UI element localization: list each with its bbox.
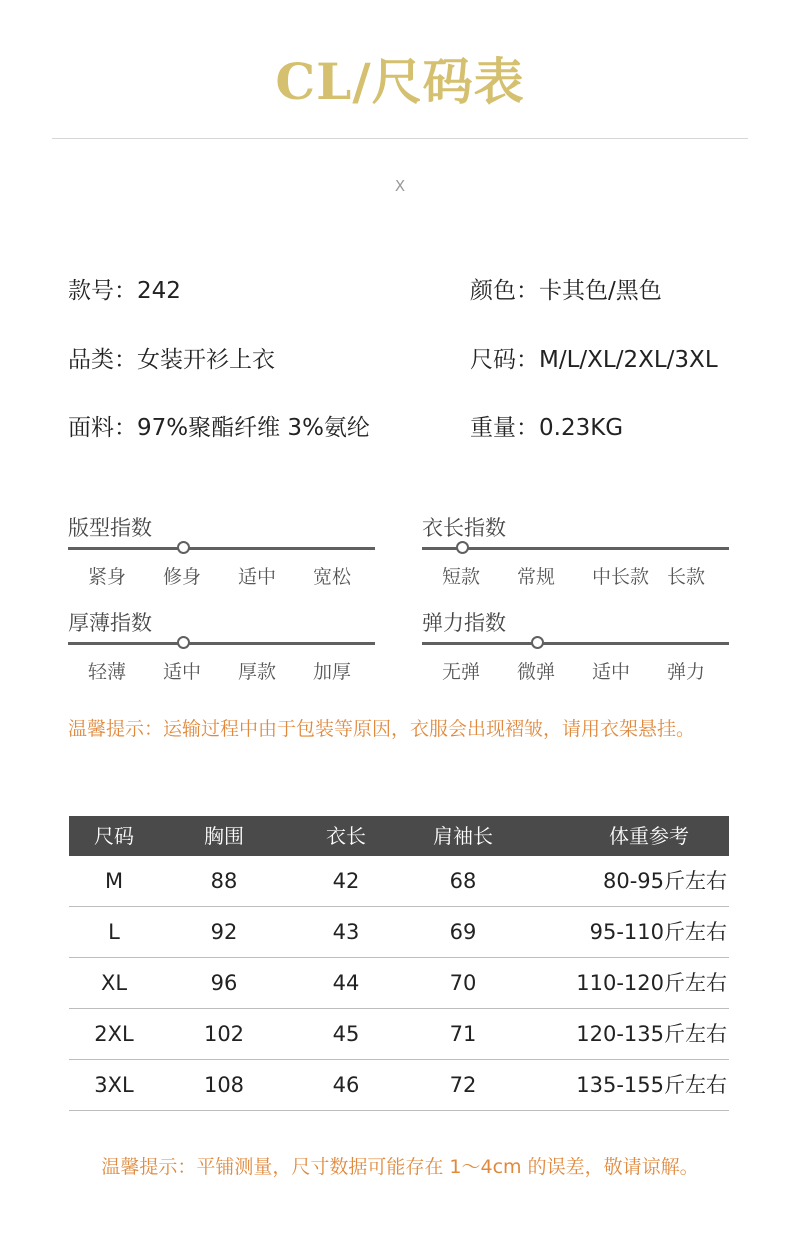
column-header-bust: 胸围 — [204, 824, 244, 848]
cell-bust: 88 — [210, 869, 238, 893]
cell-shoulder-sleeve: 71 — [449, 1022, 477, 1046]
cell-length: 43 — [332, 920, 360, 944]
elasticity-index-label: 弹力指数 — [422, 611, 506, 635]
scale-option: 常规 — [517, 566, 556, 588]
scale-track — [68, 547, 375, 550]
spec-style-no: 款号：242 — [68, 278, 181, 304]
table-row — [69, 1060, 729, 1111]
table-row — [69, 958, 729, 1009]
spec-color: 颜色：卡其色/黑色 — [470, 278, 662, 304]
cell-length: 46 — [332, 1073, 360, 1097]
scale-indicator — [456, 541, 469, 554]
scale-track — [422, 642, 729, 645]
scale-option: 长款 — [667, 566, 706, 588]
scale-option: 适中 — [592, 661, 631, 683]
scale-option: 轻薄 — [88, 661, 127, 683]
cell-shoulder-sleeve: 70 — [449, 971, 477, 995]
cell-weight: 80-95斤左右 — [602, 869, 727, 893]
page-title: CL/尺码表 — [275, 52, 525, 111]
cell-shoulder-sleeve: 72 — [449, 1073, 477, 1097]
cell-length: 44 — [332, 971, 360, 995]
scale-option: 微弹 — [517, 661, 556, 683]
scale-option: 适中 — [238, 566, 277, 588]
cell-shoulder-sleeve: 68 — [449, 869, 477, 893]
cell-bust: 102 — [203, 1022, 245, 1046]
title-divider — [52, 138, 748, 139]
cell-weight: 135-155斤左右 — [576, 1073, 727, 1097]
scale-option: 厚款 — [238, 661, 277, 683]
cell-bust: 108 — [203, 1073, 245, 1097]
table-row — [69, 856, 729, 907]
spec-sizes: 尺码：M/L/XL/2XL/3XL — [470, 347, 718, 373]
scale-option: 加厚 — [313, 661, 352, 683]
spec-weight: 重量：0.23KG — [470, 415, 624, 441]
thickness-index-label: 厚薄指数 — [68, 611, 152, 635]
spec-category: 品类：女装开衫上衣 — [68, 347, 275, 373]
cell-bust: 96 — [210, 971, 238, 995]
cell-length: 45 — [332, 1022, 360, 1046]
scale-track — [68, 642, 375, 645]
cell-size: L — [108, 920, 120, 944]
table-header — [69, 816, 729, 856]
cell-size: 3XL — [94, 1073, 134, 1097]
scale-indicator — [177, 636, 190, 649]
measurement-tip: 温馨提示：平铺测量，尺寸数据可能存在 1～4cm 的误差，敬请谅解。 — [101, 1156, 699, 1178]
scale-option: 短款 — [442, 566, 481, 588]
scale-option: 弹力 — [667, 661, 706, 683]
scale-option: 紧身 — [88, 566, 127, 588]
scale-option: 中长款 — [592, 566, 650, 588]
cell-size: M — [104, 869, 124, 893]
cell-bust: 92 — [210, 920, 238, 944]
column-header-size: 尺码 — [94, 824, 134, 848]
column-header-weight: 体重参考 — [609, 824, 689, 848]
scale-indicator — [531, 636, 544, 649]
spec-fabric: 面料：97%聚酯纤维 3%氨纶 — [68, 415, 370, 441]
cell-length: 42 — [332, 869, 360, 893]
fit-index-label: 版型指数 — [68, 516, 152, 540]
length-index-label: 衣长指数 — [422, 516, 506, 540]
scale-option: 宽松 — [313, 566, 352, 588]
column-header-length: 衣长 — [326, 824, 366, 848]
cell-size: XL — [100, 971, 128, 995]
shipping-tip: 温馨提示：运输过程中由于包装等原因，衣服会出现褶皱，请用衣架悬挂。 — [68, 718, 696, 740]
cell-weight: 95-110斤左右 — [589, 920, 727, 944]
table-row — [69, 1009, 729, 1060]
column-header-shoulder-sleeve: 肩袖长 — [433, 824, 493, 848]
scale-option: 适中 — [163, 661, 202, 683]
scale-option: 无弹 — [442, 661, 481, 683]
table-row — [69, 907, 729, 958]
divider-mark: X — [394, 177, 406, 195]
cell-shoulder-sleeve: 69 — [449, 920, 477, 944]
cell-weight: 110-120斤左右 — [576, 971, 727, 995]
scale-option: 修身 — [163, 566, 202, 588]
size-table — [69, 816, 729, 1111]
cell-weight: 120-135斤左右 — [576, 1022, 727, 1046]
scale-indicator — [177, 541, 190, 554]
cell-size: 2XL — [94, 1022, 134, 1046]
